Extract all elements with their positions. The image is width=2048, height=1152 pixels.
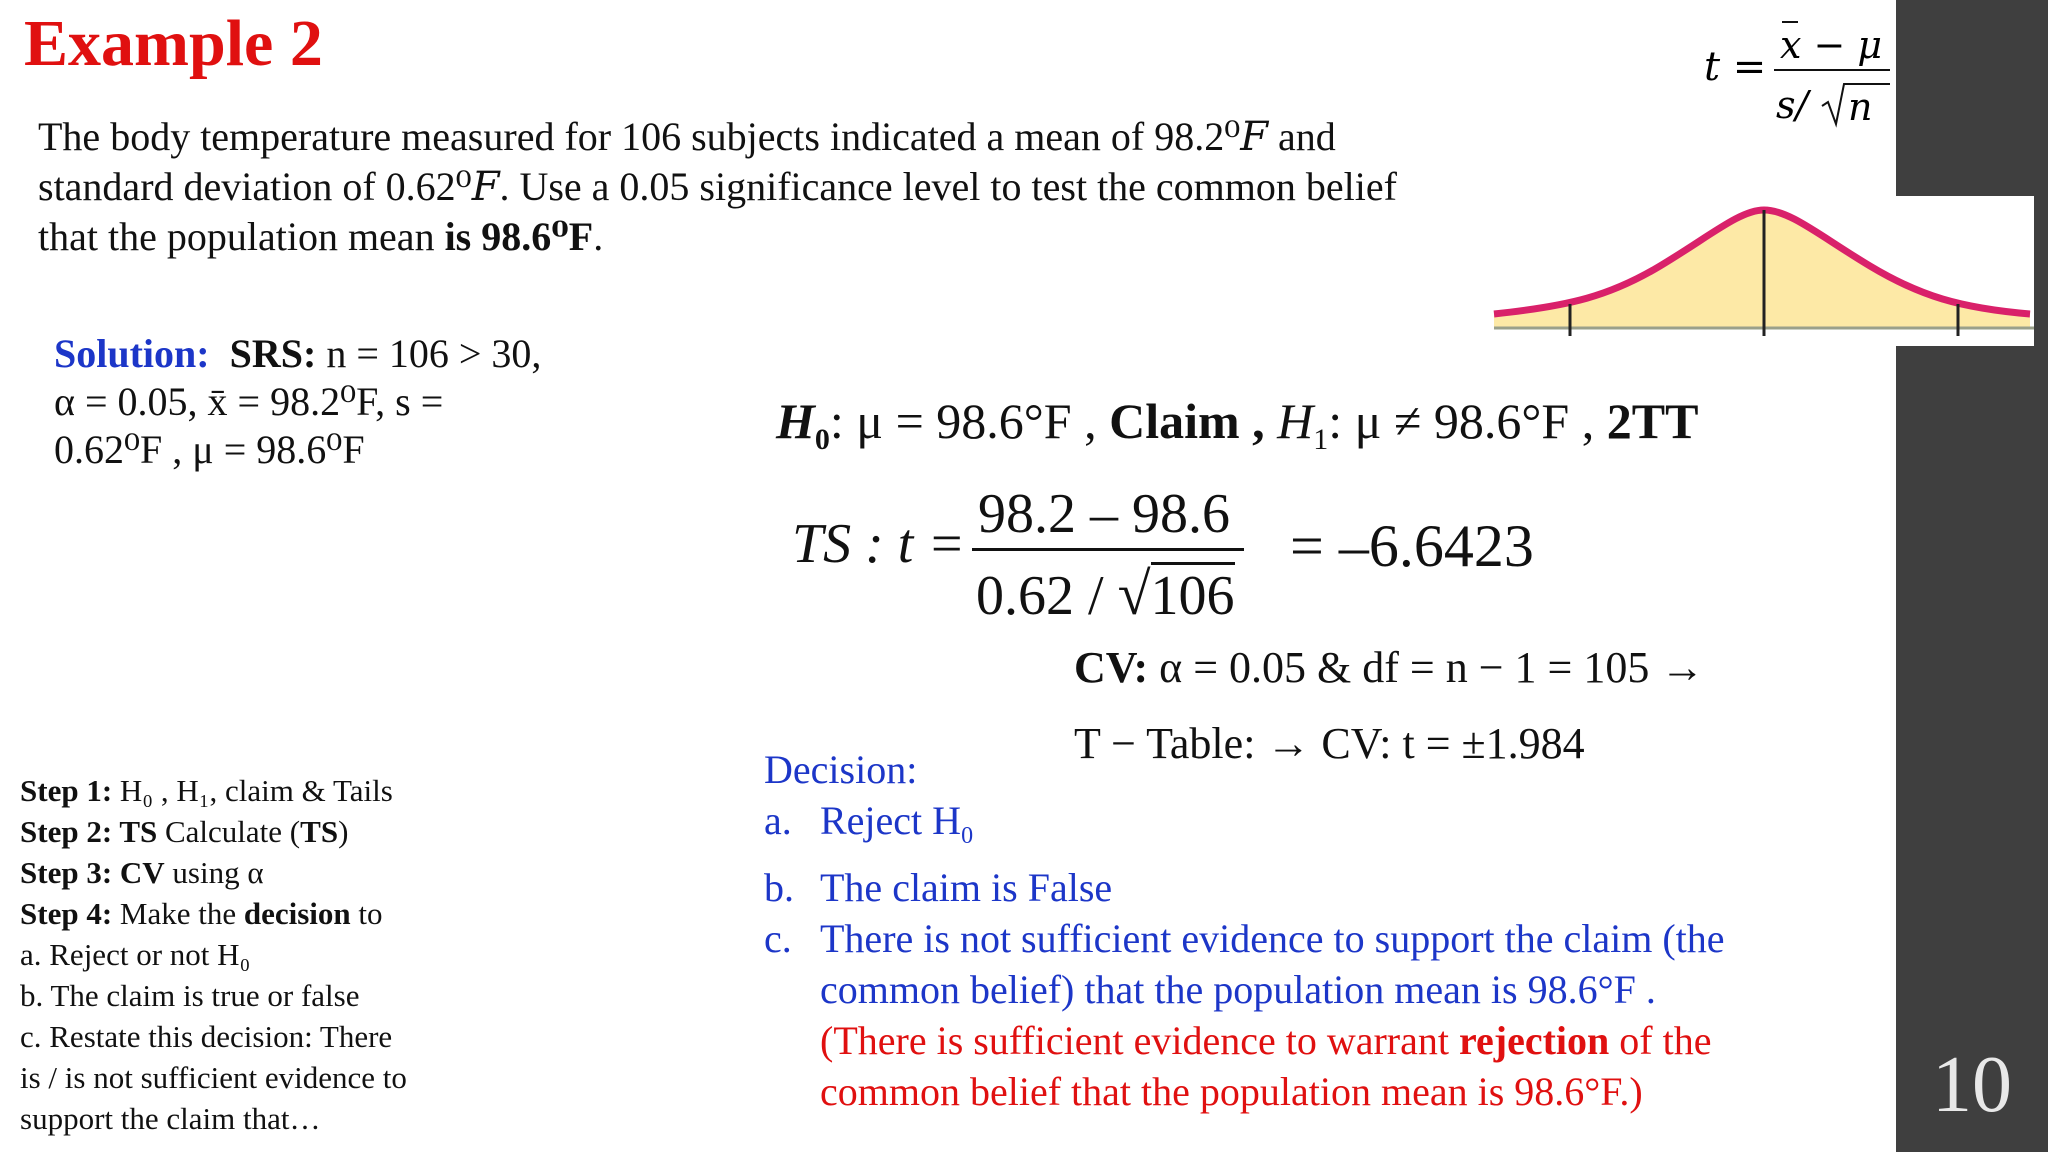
test-statistic-label: TS : t = [792, 513, 966, 575]
svg-text:t =: t = [1704, 44, 1767, 90]
steps-list: Step 1: H₀ , H₁, claim & Tails Step 2: TS Calculate (TS) Step 3: CV using α Step 4: Make the decision to a. Reject or not H₀ b. The claim is true or false c. Restate this decision: There is / is not sufficient evidence to support the claim that… [20, 773, 407, 1136]
test-statistic-numerator: 98.2 – 98.6 [978, 483, 1230, 545]
hypotheses: $H_0$: μ = 98.6°F , Claim , $H_1$: μ ≠ 98.6°F , 2TT [776, 393, 1699, 456]
problem-statement: The body temperature measured for 106 subjects indicated a mean of 98.2⁰𝐹 and standard deviation of 0.62⁰𝐹. Use a 0.05 significance level to test the common belief that the population mean is 98.6⁰F. [38, 114, 1397, 259]
slide-title: Example 2 [24, 7, 323, 80]
decision-block [764, 744, 1894, 1117]
test-statistic-denominator: 0.62 / √106 [976, 561, 1235, 627]
svg-text:s/: s/ [1776, 83, 1809, 127]
page-number: 10 [1932, 1041, 2012, 1129]
svg-text:n: n [1848, 85, 1873, 129]
critical-value-line1: CV: α = 0.05 & df = n − 1 = 105 → [1074, 643, 1705, 692]
svg-text:x − μ: x − μ [1780, 23, 1883, 67]
decision-item-b: b. The claim is False [764, 865, 1113, 910]
critical-value-line2: T − Table: → CV: t = ±1.984 [1074, 719, 1585, 768]
fraction-bar [972, 548, 1244, 551]
right-sidebar [1896, 0, 2048, 1152]
decision-item-a: a. Reject $H_0$ [764, 798, 974, 849]
bell-curve-image [1490, 196, 2034, 346]
solution-block: Solution: SRS: n = 106 > 30, α = 0.05, x̄ = 98.2⁰F, s = 0.62⁰F , μ = 98.6⁰F [54, 331, 542, 472]
decision-heading: Decision: [764, 747, 918, 792]
decision-item-c: c. There is not sufficient evidence to support the claim (the common belief) that the population mean is 98.6°F . (There is sufficient evidence to warrant rejection of the common belief that the population mean is 98.6°F.) [764, 916, 1725, 1114]
t-formula [1700, 14, 1900, 134]
test-statistic-result: = –6.6423 [1290, 513, 1534, 579]
